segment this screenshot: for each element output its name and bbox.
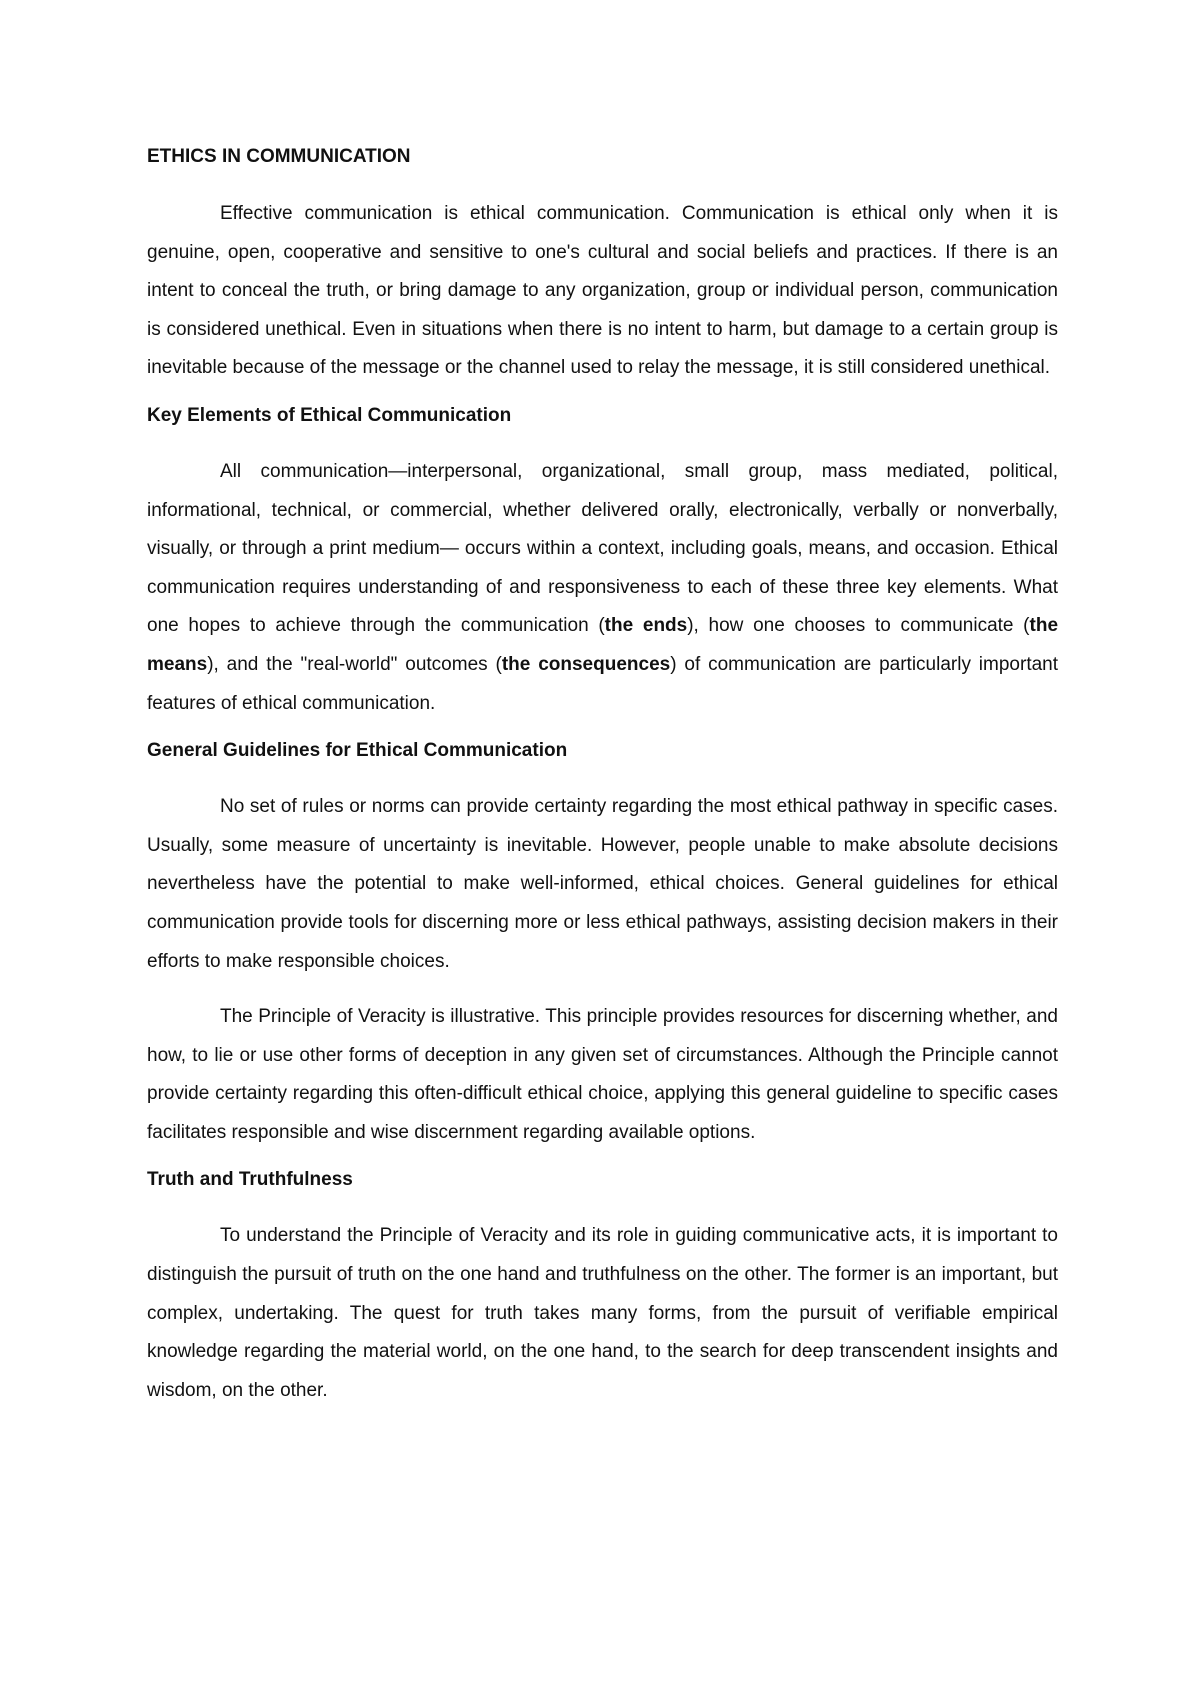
term-the-means: the means (147, 615, 1059, 675)
key-elements-text-3: ), and the "real-world" outcomes ( (207, 653, 502, 675)
general-guidelines-paragraph-2: The Principle of Veracity is illustrative. This principle provides resources for discerning whether, and how, to lie or use other forms of deception in any given set of circumstances. Although the Principle cannot provide certainty regarding this often-difficult ethical choice, applying this general guideline to specific cases facilitates responsible and wise discernment regarding available options. (147, 1006, 1058, 1143)
key-elements-text-1: All communication—interpersonal, organizational, small group, mass mediated, political, informational, technical, or commercial, whether delivered orally, electronically, verbally or nonverbally, visually, or through a print medium— occurs within a context, including goals, means, and occasion. Ethical communication requires understanding of and responsiveness to each of these three key elements. What one hopes to achieve through the communication ( (147, 460, 1058, 637)
general-guidelines-heading: General Guidelines for Ethical Communication (147, 740, 568, 762)
intro-paragraph: Effective communication is ethical communication. Communication is ethical only when it is genuine, open, cooperative and sensitive to one's cultural and social beliefs and practices. If there is an intent to conceal the truth, or bring damage to any organization, group or individual person, communication is considered unethical. Even in situations when there is no intent to harm, but damage to a certain group is inevitable because of the message or the channel used to relay the message, it is still considered unethical. (147, 203, 1058, 379)
general-guidelines-paragraph-1: No set of rules or norms can provide certainty regarding the most ethical pathway in specific cases. Usually, some measure of uncertainty is inevitable. However, people unable to make absolute decisions nevertheless have the potential to make well-informed, ethical choices. General guidelines for ethical communication provide tools for discerning more or less ethical pathways, assisting decision makers in their efforts to make responsible choices. (147, 796, 1058, 972)
key-elements-text-2: ), how one chooses to communicate ( (687, 615, 1030, 637)
key-elements-text-4: ) of communication are particularly important features of ethical communication. (147, 653, 1059, 714)
document-title: ETHICS IN COMMUNICATION (147, 146, 411, 167)
truth-heading: Truth and Truthfulness (147, 1169, 353, 1191)
term-the-consequences: the consequences (501, 653, 671, 675)
key-elements-paragraph (147, 453, 1058, 723)
truth-paragraph: To understand the Principle of Veracity and its role in guiding communicative acts, it is important to distinguish the pursuit of truth on the one hand and truthfulness on the other. The former is an important, but complex, undertaking. The quest for truth takes many forms, from the pursuit of verifiable empirical knowledge regarding the material world, on the one hand, to the search for deep transcendent insights and wisdom, on the other. (147, 1225, 1058, 1401)
term-the-ends: the ends (604, 615, 688, 637)
key-elements-heading: Key Elements of Ethical Communication (147, 404, 512, 426)
